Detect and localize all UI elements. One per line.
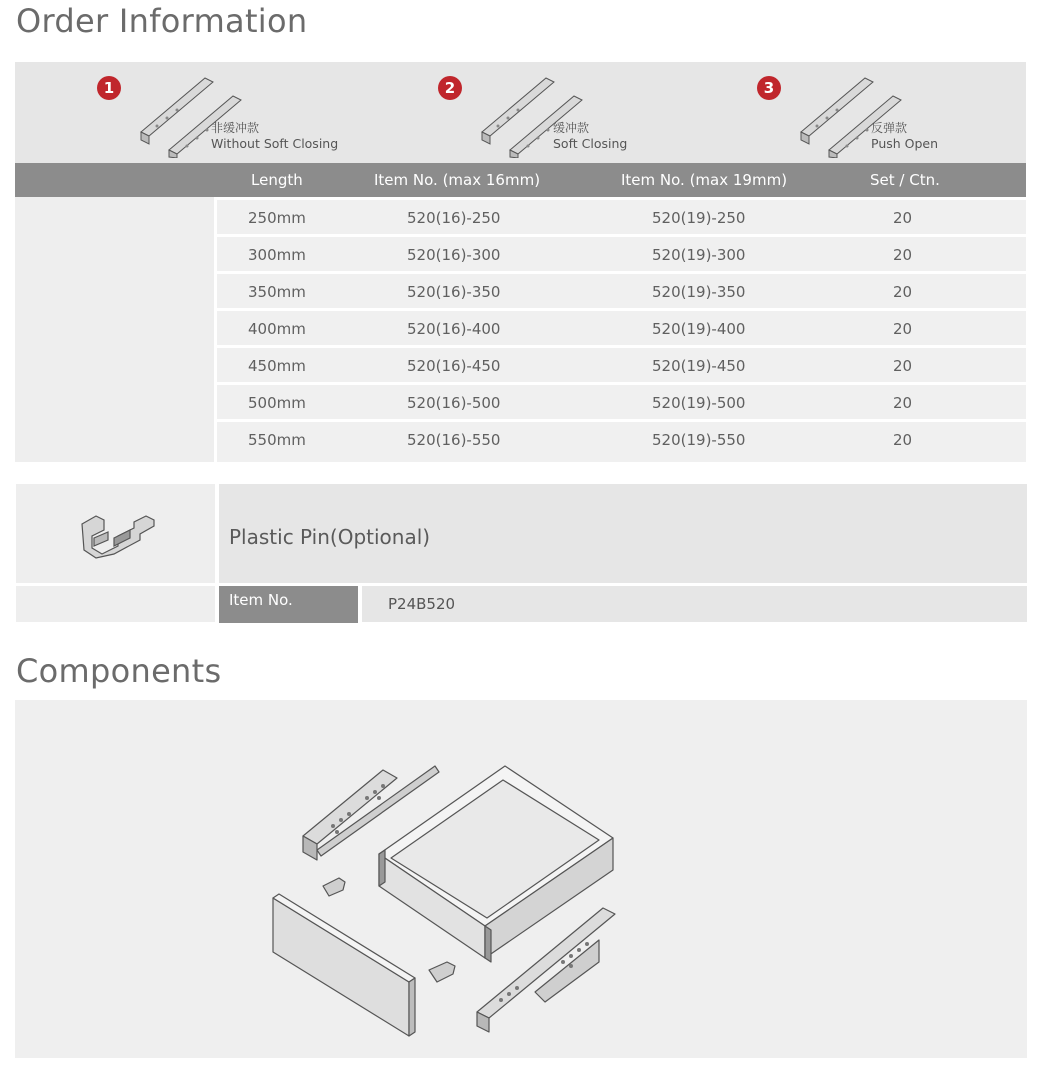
variant-name-en: Push Open [871, 136, 939, 151]
table-row [217, 311, 1026, 345]
cell-length: 500mm [248, 394, 306, 412]
variant-caption [871, 121, 938, 151]
drawer-assembly-illustration [15, 700, 1027, 1058]
plastic-pin-title-panel [219, 484, 1027, 583]
plastic-pin-left-filler [16, 586, 215, 622]
variant-name-cn: 反弹款 [871, 121, 908, 135]
cell-length: 350mm [248, 283, 306, 301]
cell-set-ctn: 20 [893, 394, 913, 412]
variant-name-en: Soft Closing [553, 136, 628, 151]
variant-caption [211, 121, 338, 151]
cell-length: 250mm [248, 209, 306, 227]
cell-length: 400mm [248, 320, 306, 338]
cell-length: 550mm [248, 431, 306, 449]
cell-item-19mm: 520(19)-400 [652, 320, 746, 338]
variant-number-badge: 1 [97, 76, 121, 100]
order-table-header [15, 163, 1026, 197]
cell-set-ctn: 20 [893, 431, 913, 449]
column-header-item-19mm: Item No. (max 19mm) [621, 171, 788, 189]
table-row [217, 385, 1026, 419]
cell-item-19mm: 520(19)-250 [652, 209, 746, 227]
cell-item-16mm: 520(16)-550 [407, 431, 501, 449]
variant-name-cn: 非缓冲款 [211, 121, 260, 135]
cell-item-16mm: 520(16)-250 [407, 209, 501, 227]
variant-1 [97, 68, 357, 160]
table-row [217, 237, 1026, 271]
column-header-length: Length [251, 171, 303, 189]
components-illustration-panel [15, 700, 1027, 1058]
variant-3 [757, 68, 1017, 160]
cell-set-ctn: 20 [893, 357, 913, 375]
order-table-left-panel [15, 197, 214, 462]
variant-number-badge: 2 [438, 76, 462, 100]
variant-number-badge: 3 [757, 76, 781, 100]
plastic-pin-item-value-cell [362, 586, 1027, 622]
table-row [217, 348, 1026, 382]
variant-caption [553, 121, 627, 151]
plastic-pin-item-value: P24B520 [388, 595, 456, 613]
components-section-title: Components [16, 652, 222, 690]
cell-item-16mm: 520(16)-400 [407, 320, 501, 338]
variant-name-en: Without Soft Closing [211, 136, 339, 151]
table-row [217, 422, 1026, 462]
order-section-title: Order Information [16, 2, 308, 40]
plastic-pin-item-label-cell [219, 586, 358, 623]
pin-clip-lower [429, 962, 455, 982]
cell-item-19mm: 520(19)-350 [652, 283, 746, 301]
cell-item-16mm: 520(16)-450 [407, 357, 501, 375]
table-row [217, 274, 1026, 308]
cell-set-ctn: 20 [893, 246, 913, 264]
plastic-pin-item-label: Item No. [229, 591, 293, 609]
cell-item-19mm: 520(19)-300 [652, 246, 746, 264]
cell-length: 300mm [248, 246, 306, 264]
cell-length: 450mm [248, 357, 306, 375]
cell-item-16mm: 520(16)-300 [407, 246, 501, 264]
variant-2 [438, 68, 698, 160]
variant-name-cn: 缓冲款 [553, 121, 590, 135]
plastic-pin-title: Plastic Pin(Optional) [229, 525, 431, 549]
column-header-set-ctn: Set / Ctn. [870, 171, 940, 189]
cell-set-ctn: 20 [893, 320, 913, 338]
cell-set-ctn: 20 [893, 283, 913, 301]
pin-clip-upper [323, 878, 345, 896]
cell-item-19mm: 520(19)-550 [652, 431, 746, 449]
column-header-item-16mm: Item No. (max 16mm) [374, 171, 541, 189]
cell-item-16mm: 520(16)-350 [407, 283, 501, 301]
variant-strip [15, 62, 1026, 163]
cell-item-19mm: 520(19)-450 [652, 357, 746, 375]
cell-set-ctn: 20 [893, 209, 913, 227]
cell-item-19mm: 520(19)-500 [652, 394, 746, 412]
plastic-pin-icon [74, 508, 158, 560]
plastic-pin-image-panel [16, 484, 215, 583]
cell-item-16mm: 520(16)-500 [407, 394, 501, 412]
table-row [217, 200, 1026, 234]
